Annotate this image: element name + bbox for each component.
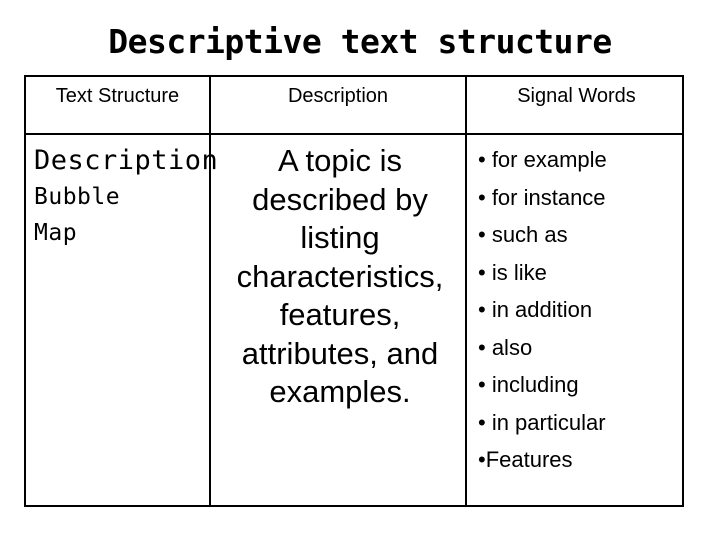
signal-word-item: • such as (478, 222, 568, 247)
description-line: examples. (269, 374, 411, 409)
description-cell (212, 142, 468, 412)
structure-line: Description (34, 145, 219, 176)
description-line: A topic is (277, 143, 403, 178)
header-text-structure: Text Structure (55, 85, 180, 107)
header-signal-words: Signal Words (517, 85, 636, 107)
signal-words-cell (478, 141, 607, 479)
header-divider (26, 133, 682, 135)
column-divider (209, 77, 211, 505)
signal-word-item: • including (478, 372, 579, 397)
structure-line: Bubble (34, 184, 121, 210)
signal-word-item: • in addition (478, 297, 593, 322)
signal-word-item: • for instance (478, 184, 606, 210)
signal-word-item: • in particular (478, 409, 606, 435)
text-structure-table (24, 75, 684, 507)
header-description: Description (287, 85, 389, 107)
signal-word-item: •Features (478, 447, 573, 472)
description-line: features, (279, 297, 401, 332)
description-line: described by (252, 181, 428, 217)
signal-word-item: • for example (478, 147, 607, 172)
description-line: attributes, and (241, 335, 439, 371)
signal-word-item: • is like (478, 259, 547, 285)
description-line: characteristics, (236, 258, 444, 294)
page-title: Descriptive text structure (108, 22, 612, 61)
signal-word-item: • also (478, 334, 533, 360)
description-line: listing (300, 220, 380, 255)
structure-cell (34, 143, 218, 251)
structure-line: Map (34, 220, 78, 246)
